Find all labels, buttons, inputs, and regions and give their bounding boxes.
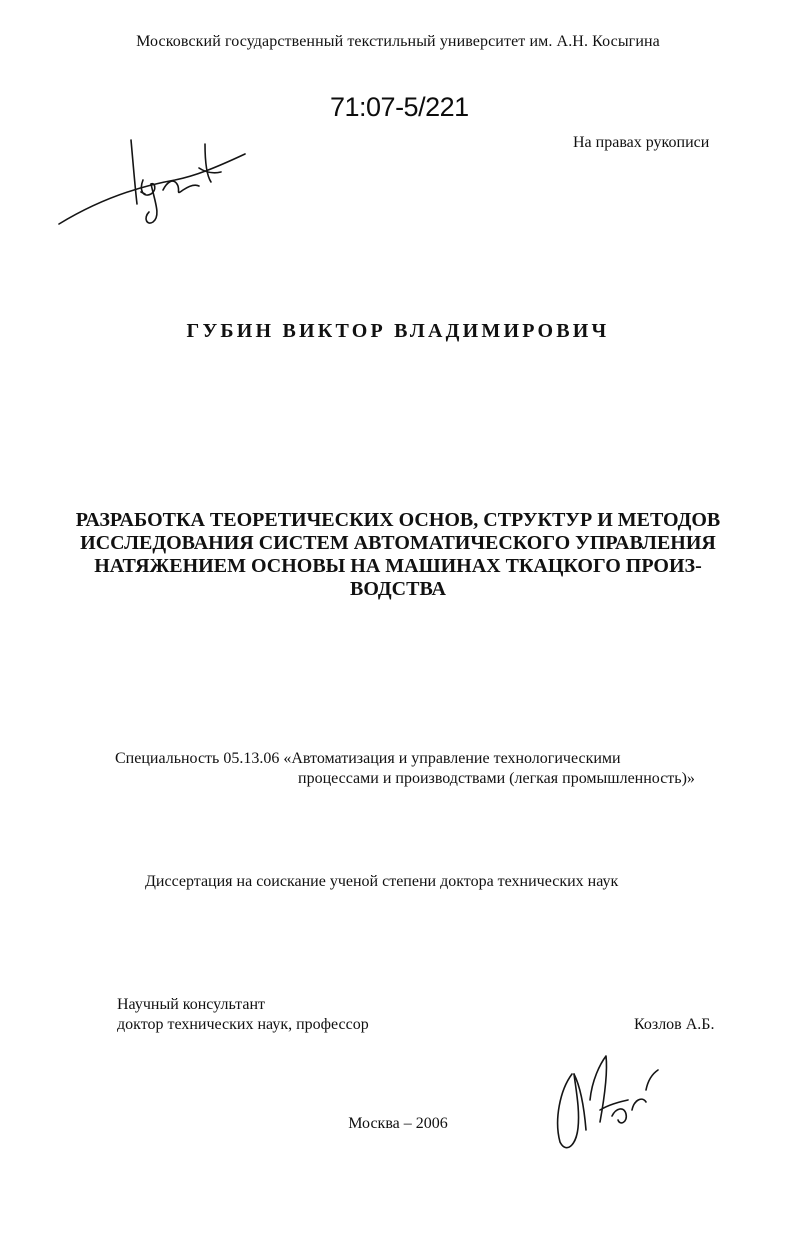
consultant-name: Козлов А.Б. — [634, 1016, 715, 1033]
author-name: ГУБИН ВИКТОР ВЛАДИМИРОВИЧ — [186, 320, 610, 342]
consultant-signature — [550, 1050, 670, 1160]
consultant-role: Научный консультант — [117, 996, 265, 1013]
specialty-line-2: процессами и производствами (легкая промышленность)» — [298, 770, 695, 787]
consultant-credentials: доктор технических наук, профессор — [117, 1016, 369, 1033]
city-year: Москва – 2006 — [348, 1115, 448, 1132]
title-line: РАЗРАБОТКА ТЕОРЕТИЧЕСКИХ ОСНОВ, СТРУКТУР И МЕТОДОВ — [75, 509, 721, 531]
institution-name: Московский государственный текстильный университет им. А.Н. Косыгина — [136, 33, 660, 50]
catalog-code: 71:07-5/221 — [330, 92, 469, 122]
title-line: НАТЯЖЕНИЕМ ОСНОВЫ НА МАШИНАХ ТКАЦКОГО ПРОИЗ- — [94, 555, 702, 577]
degree-statement: Диссертация на соискание ученой степени доктора технических наук — [145, 873, 619, 890]
dissertation-title — [55, 509, 741, 601]
manuscript-rights-note: На правах рукописи — [573, 134, 710, 151]
author-signature — [55, 132, 255, 232]
title-line: ИССЛЕДОВАНИЯ СИСТЕМ АВТОМАТИЧЕСКОГО УПРАВЛЕНИЯ — [80, 532, 716, 554]
title-line: ВОДСТВА — [350, 578, 446, 600]
specialty-line-1: Специальность 05.13.06 «Автоматизация и управление технологическими — [115, 750, 621, 767]
